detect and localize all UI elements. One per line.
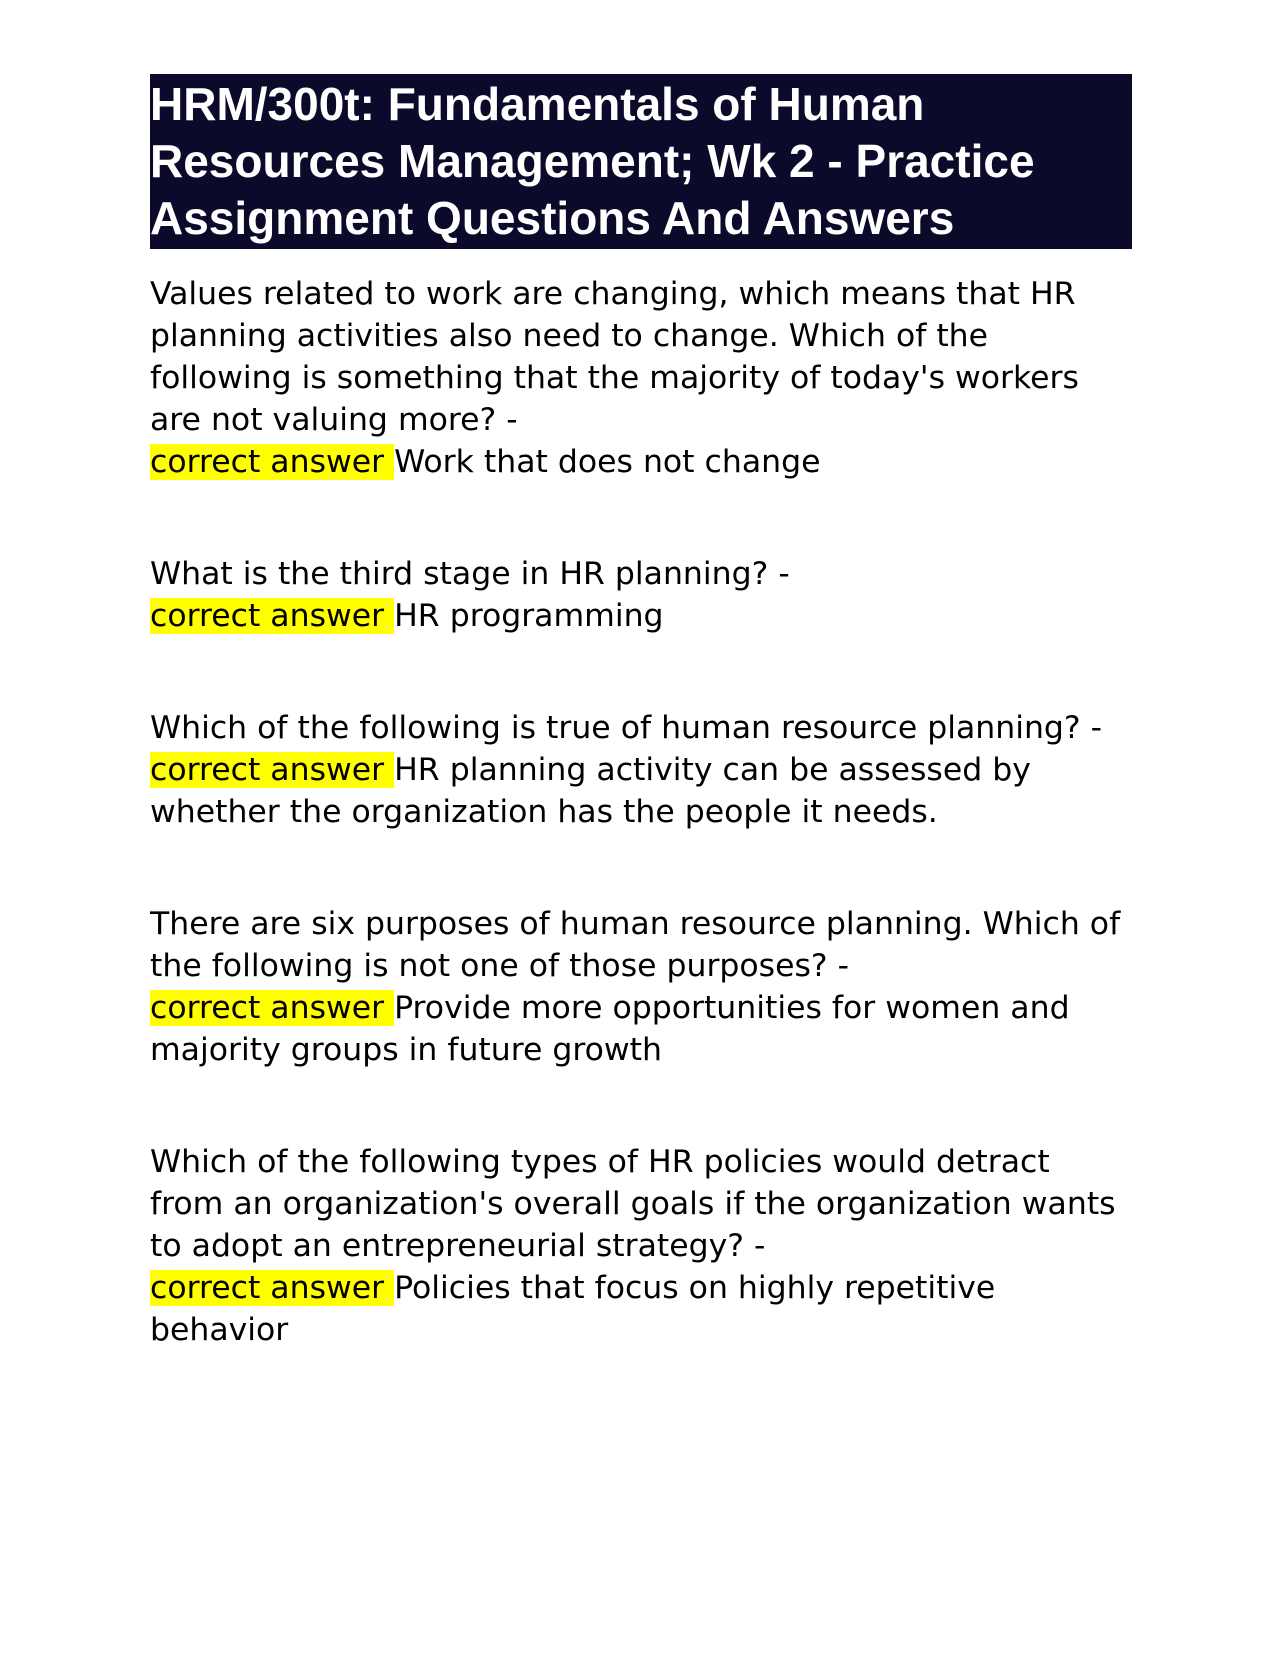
qa-list bbox=[150, 273, 1130, 1351]
correct-answer-label: correct answer bbox=[150, 598, 395, 634]
correct-answer-label: correct answer bbox=[150, 752, 395, 788]
answer-line bbox=[150, 749, 1130, 833]
answer-text: Work that does not change bbox=[394, 444, 821, 480]
qa-item bbox=[150, 273, 1130, 483]
qa-item bbox=[150, 1141, 1130, 1351]
answer-line bbox=[150, 595, 1130, 637]
document-body bbox=[150, 74, 1130, 1351]
qa-item bbox=[150, 553, 1130, 637]
qa-item bbox=[150, 903, 1130, 1071]
answer-text: Provide more opportunities for women and majority groups in future growth bbox=[150, 990, 1070, 1068]
question-text: What is the third stage in HR planning? - bbox=[150, 556, 790, 592]
question-text: Which of the following types of HR policies would detract from an organization's overall goals if the organization wants to adopt an entrepreneurial strategy? - bbox=[150, 1144, 1116, 1264]
answer-line bbox=[150, 987, 1130, 1071]
answer-text: HR programming bbox=[394, 598, 664, 634]
question-text: Which of the following is true of human resource planning? - bbox=[150, 710, 1103, 746]
correct-answer-label: correct answer bbox=[150, 1270, 395, 1306]
answer-text: HR planning activity can be assessed by whether the organization has the people it needs. bbox=[150, 752, 1031, 830]
answer-line bbox=[150, 441, 1130, 483]
answer-text: Policies that focus on highly repetitive behavior bbox=[150, 1270, 996, 1348]
correct-answer-label: correct answer bbox=[150, 990, 395, 1026]
question-text: There are six purposes of human resource planning. Which of the following is not one of those purposes? - bbox=[150, 906, 1121, 984]
qa-item bbox=[150, 707, 1130, 833]
correct-answer-label: correct answer bbox=[150, 444, 395, 480]
question-text: Values related to work are changing, which means that HR planning activities also need to change. Which of the following is something that the majority of today's workers are not valuing more? - bbox=[150, 276, 1079, 438]
answer-line bbox=[150, 1267, 1130, 1351]
document-title: HRM/300t: Fundamentals of Human Resources Management; Wk 2 - Practice Assignment Questions And Answers bbox=[150, 74, 1132, 249]
